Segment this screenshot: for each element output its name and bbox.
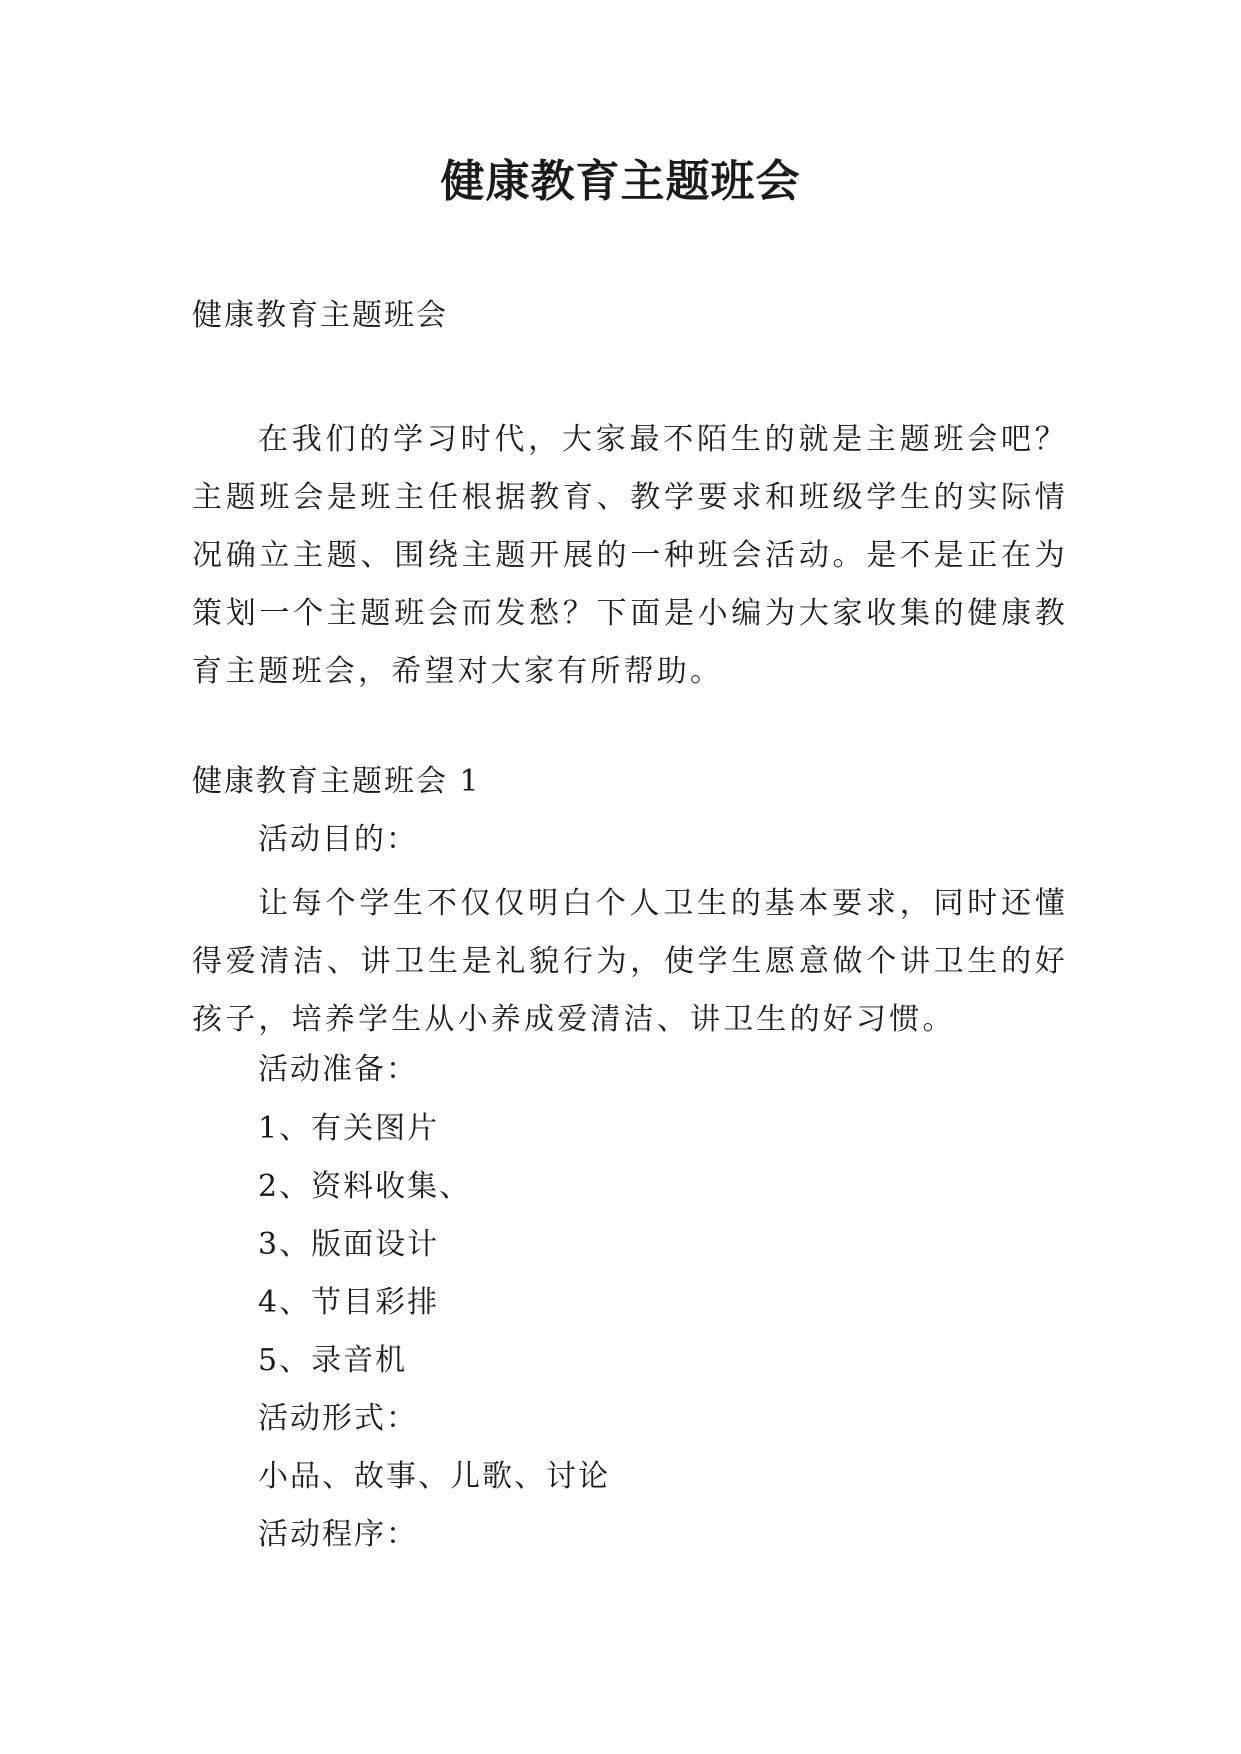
list-item: 1、有关图片 [258,1111,440,1146]
intro-paragraph: 在我们的学习时代，大家最不陌生的就是主题班会吧？主题班会是班主任根据教育、教学要求和班级学生的实际情况确立主题、围绕主题开展的一种班会活动。是不是正在为策划一个主题班会而发愁？下面是小编为大家收集的健康教育主题班会，希望对大家有所帮助。 [192,422,1068,689]
list-item: 2、资料收集、 [258,1169,472,1204]
procedure-label: 活动程序： [258,1517,418,1552]
list-item: 4、节目彩排 [258,1285,440,1320]
document-subtitle: 健康教育主题班会 [192,298,448,333]
form-value: 小品、故事、儿歌、讨论 [258,1459,610,1494]
purpose-label: 活动目的： [258,822,418,857]
purpose-paragraph: 让每个学生不仅仅明白个人卫生的基本要求，同时还懂得爱清洁、讲卫生是礼貌行为，使学生愿意做个讲卫生的好孩子，培养学生从小养成爱清洁、讲卫生的好习惯。 [192,886,1068,1037]
form-label: 活动形式： [258,1401,418,1436]
preparation-label: 活动准备： [258,1052,418,1087]
section-heading: 健康教育主题班会 1 [192,764,481,799]
list-item: 3、版面设计 [258,1227,440,1262]
list-item: 5、录音机 [258,1343,408,1378]
document-title: 健康教育主题班会 [440,156,801,207]
